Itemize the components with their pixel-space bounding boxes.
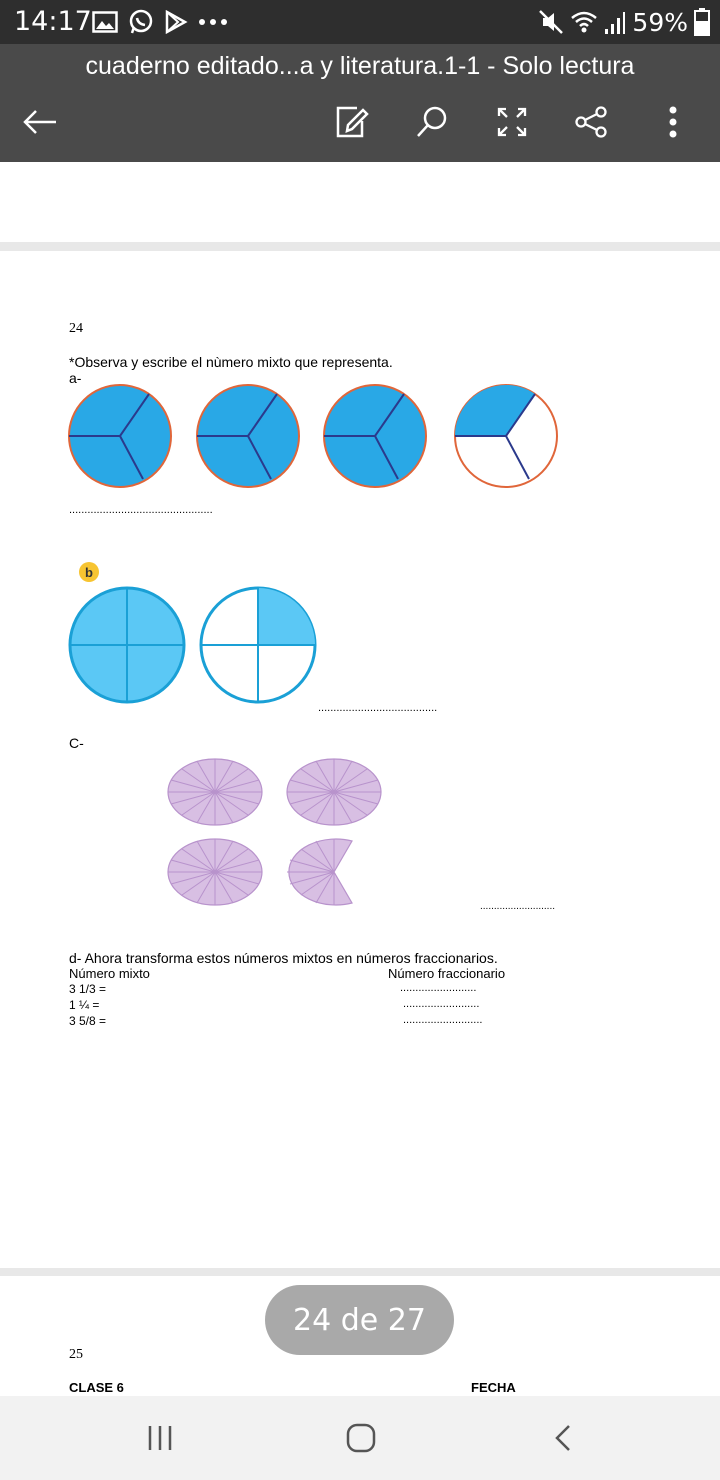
- part-b-figures: [0, 581, 720, 711]
- fraction-answer-row-1: .........................: [400, 982, 477, 994]
- edit-icon: [335, 105, 369, 139]
- eighths-oval-4-partial: [287, 839, 352, 905]
- part-c-figures: [0, 751, 720, 921]
- system-back-button[interactable]: [541, 1416, 585, 1460]
- search-icon: [415, 105, 449, 139]
- search-button[interactable]: [410, 100, 454, 144]
- fraction-answer-row-2: .........................: [403, 998, 480, 1010]
- document-page: [0, 251, 720, 1268]
- part-c-label: C-: [69, 735, 84, 751]
- next-page-right-heading: FECHA: [471, 1380, 516, 1395]
- more-vert-icon: [668, 106, 678, 138]
- mixed-row-1: 3 1/3 =: [69, 982, 107, 996]
- battery-percent: 59%: [632, 7, 688, 37]
- part-b-answer-line: .......................................: [318, 702, 438, 714]
- share-button[interactable]: [569, 100, 613, 144]
- eighths-oval-1: [168, 759, 262, 825]
- battery-icon: [694, 8, 710, 36]
- whatsapp-icon: [128, 9, 154, 35]
- eighths-oval-3: [168, 839, 262, 905]
- thirds-circle-4-partial: [455, 385, 557, 487]
- next-page-number: 25: [69, 1347, 83, 1362]
- part-d-instruction: d- Ahora transforma estos números mixtos en números fraccionarios.: [69, 950, 498, 966]
- quarters-circle-2-partial: [201, 588, 315, 702]
- part-b-badge: [79, 562, 99, 582]
- play-store-icon: [164, 10, 188, 34]
- chevron-left-icon: [552, 1423, 574, 1453]
- home-button[interactable]: [339, 1416, 383, 1460]
- app-bar: [0, 44, 720, 162]
- mixed-row-2: 1 ¼ =: [69, 998, 100, 1012]
- status-time: 14:17: [14, 6, 92, 37]
- quarters-circle-1: [70, 588, 184, 702]
- home-icon: [345, 1422, 377, 1454]
- part-a-figures: [0, 381, 720, 491]
- part-a-answer-line: ...............................................: [69, 504, 213, 516]
- part-c-answer-line: ...........................: [480, 901, 556, 912]
- recent-apps-icon: [145, 1424, 175, 1452]
- document-title: cuaderno editado...a y literatura.1-1 - Solo lectura: [85, 52, 635, 80]
- recent-apps-button[interactable]: [138, 1416, 182, 1460]
- mixed-number-header: Número mixto: [69, 966, 150, 981]
- part-a-label: a-: [69, 370, 82, 386]
- thirds-circle-3: [324, 385, 426, 487]
- more-options-button[interactable]: [651, 100, 695, 144]
- previous-page-bottom: [0, 162, 720, 242]
- part-b-label: b: [85, 564, 93, 580]
- page-number: 24: [69, 321, 83, 336]
- thirds-circle-1: [69, 385, 171, 487]
- more-notifications-icon: [198, 18, 228, 26]
- wifi-icon: [570, 9, 598, 35]
- share-icon: [574, 105, 608, 139]
- signal-icon: [604, 9, 626, 35]
- page-indicator: 24 de 27: [265, 1285, 454, 1355]
- mixed-row-3: 3 5/8 =: [69, 1014, 107, 1028]
- back-button[interactable]: [18, 100, 62, 144]
- mute-icon: [538, 9, 564, 35]
- next-page-left-heading: CLASE 6: [69, 1380, 124, 1395]
- status-bar: [0, 0, 720, 44]
- instruction-text: *Observa y escribe el nùmero mixto que representa.: [69, 354, 393, 370]
- eighths-oval-2: [287, 759, 381, 825]
- thirds-circle-2: [197, 385, 299, 487]
- gallery-icon: [92, 11, 118, 33]
- fraction-answer-row-3: ..........................: [403, 1014, 483, 1026]
- fullscreen-icon: [496, 106, 528, 138]
- fullscreen-button[interactable]: [490, 100, 534, 144]
- edit-button[interactable]: [330, 100, 374, 144]
- back-arrow-icon: [22, 108, 58, 136]
- system-nav-bar: [0, 1396, 720, 1480]
- fraction-number-header: Número fraccionario: [388, 966, 506, 981]
